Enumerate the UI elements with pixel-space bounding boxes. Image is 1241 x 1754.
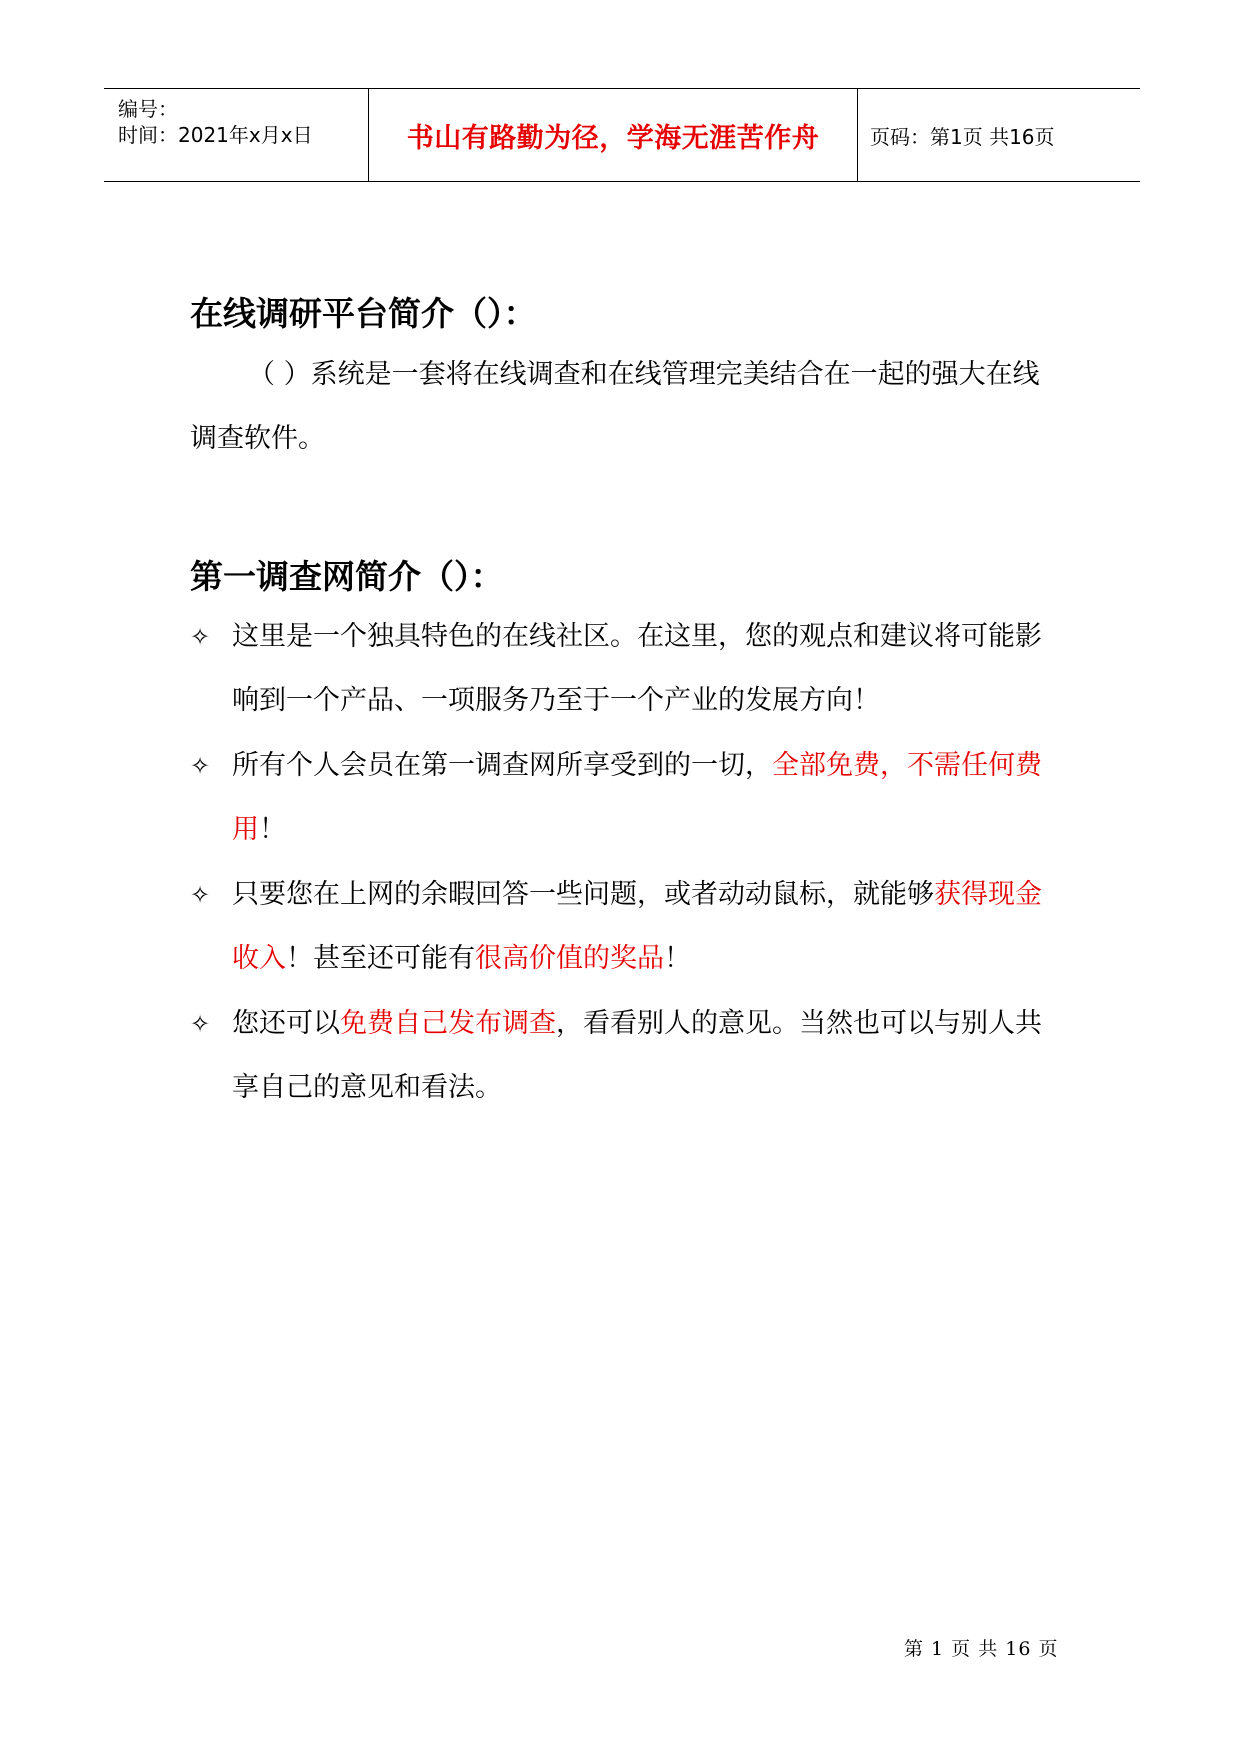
bullet-star-icon: ✧ xyxy=(190,1010,211,1038)
bullet-star-icon: ✧ xyxy=(190,623,211,651)
highlight-run: 很高价值的奖品 xyxy=(475,943,664,974)
text-run: 您还可以 xyxy=(232,1008,340,1039)
list-item-text xyxy=(232,734,1060,862)
text-run: ，看看别人的意见。当然也可以与别人共享自己的意见和看法。 xyxy=(232,1008,1042,1103)
list-item-text xyxy=(232,992,1060,1120)
list-item-text xyxy=(232,863,1060,991)
highlight-run: 免费自己发布调查 xyxy=(340,1008,556,1039)
list-item xyxy=(190,863,1060,991)
text-run: ！甚至还可能有 xyxy=(286,943,475,974)
section-title-first-survey: 第一调查网简介（）： xyxy=(190,557,504,596)
header-page-cell xyxy=(858,89,1140,181)
highlight-run: 全部免费，不需任何费用 xyxy=(232,750,1042,845)
footer-page-number: 第 1 页 共 16 页 xyxy=(904,1638,1059,1660)
list-item xyxy=(190,605,1060,733)
bullet-star-icon: ✧ xyxy=(190,881,211,909)
list-item xyxy=(190,734,1060,862)
bullet-star-icon: ✧ xyxy=(190,752,211,780)
header-motto-cell xyxy=(368,89,858,181)
list-item xyxy=(190,992,1060,1120)
header-info-cell xyxy=(104,89,368,181)
section-title-platform: 在线调研平台简介（）： xyxy=(190,294,537,333)
header-motto: 书山有路勤为径，学海无涯苦作舟 xyxy=(406,122,820,154)
page-header xyxy=(104,88,1140,182)
text-run: 只要您在上网的余暇回答一些问题，或者动动鼠标，就能够 xyxy=(232,879,934,910)
list-item-text xyxy=(232,605,1060,733)
text-run: 所有个人会员在第一调查网所享受到的一切， xyxy=(232,750,772,781)
text-run: 这里是一个独具特色的在线社区。在这里，您的观点和建议将可能影响到一个产品、一项服务乃至于一个产业的发展方向！ xyxy=(232,621,1042,716)
platform-intro-paragraph: （ ）系统是一套将在线调查和在线管理完美结合在一起的强大在线调查软件。 xyxy=(190,359,1040,454)
text-run: ！ xyxy=(259,814,286,845)
document-code-label: 编号： xyxy=(118,97,178,121)
header-page-number: 页码：第1页 共16页 xyxy=(870,124,1055,149)
document-time-label: 时间：2021年x月x日 xyxy=(118,123,313,147)
highlight-run: 获得现金收入 xyxy=(232,879,1042,974)
text-run: ！ xyxy=(664,943,691,974)
